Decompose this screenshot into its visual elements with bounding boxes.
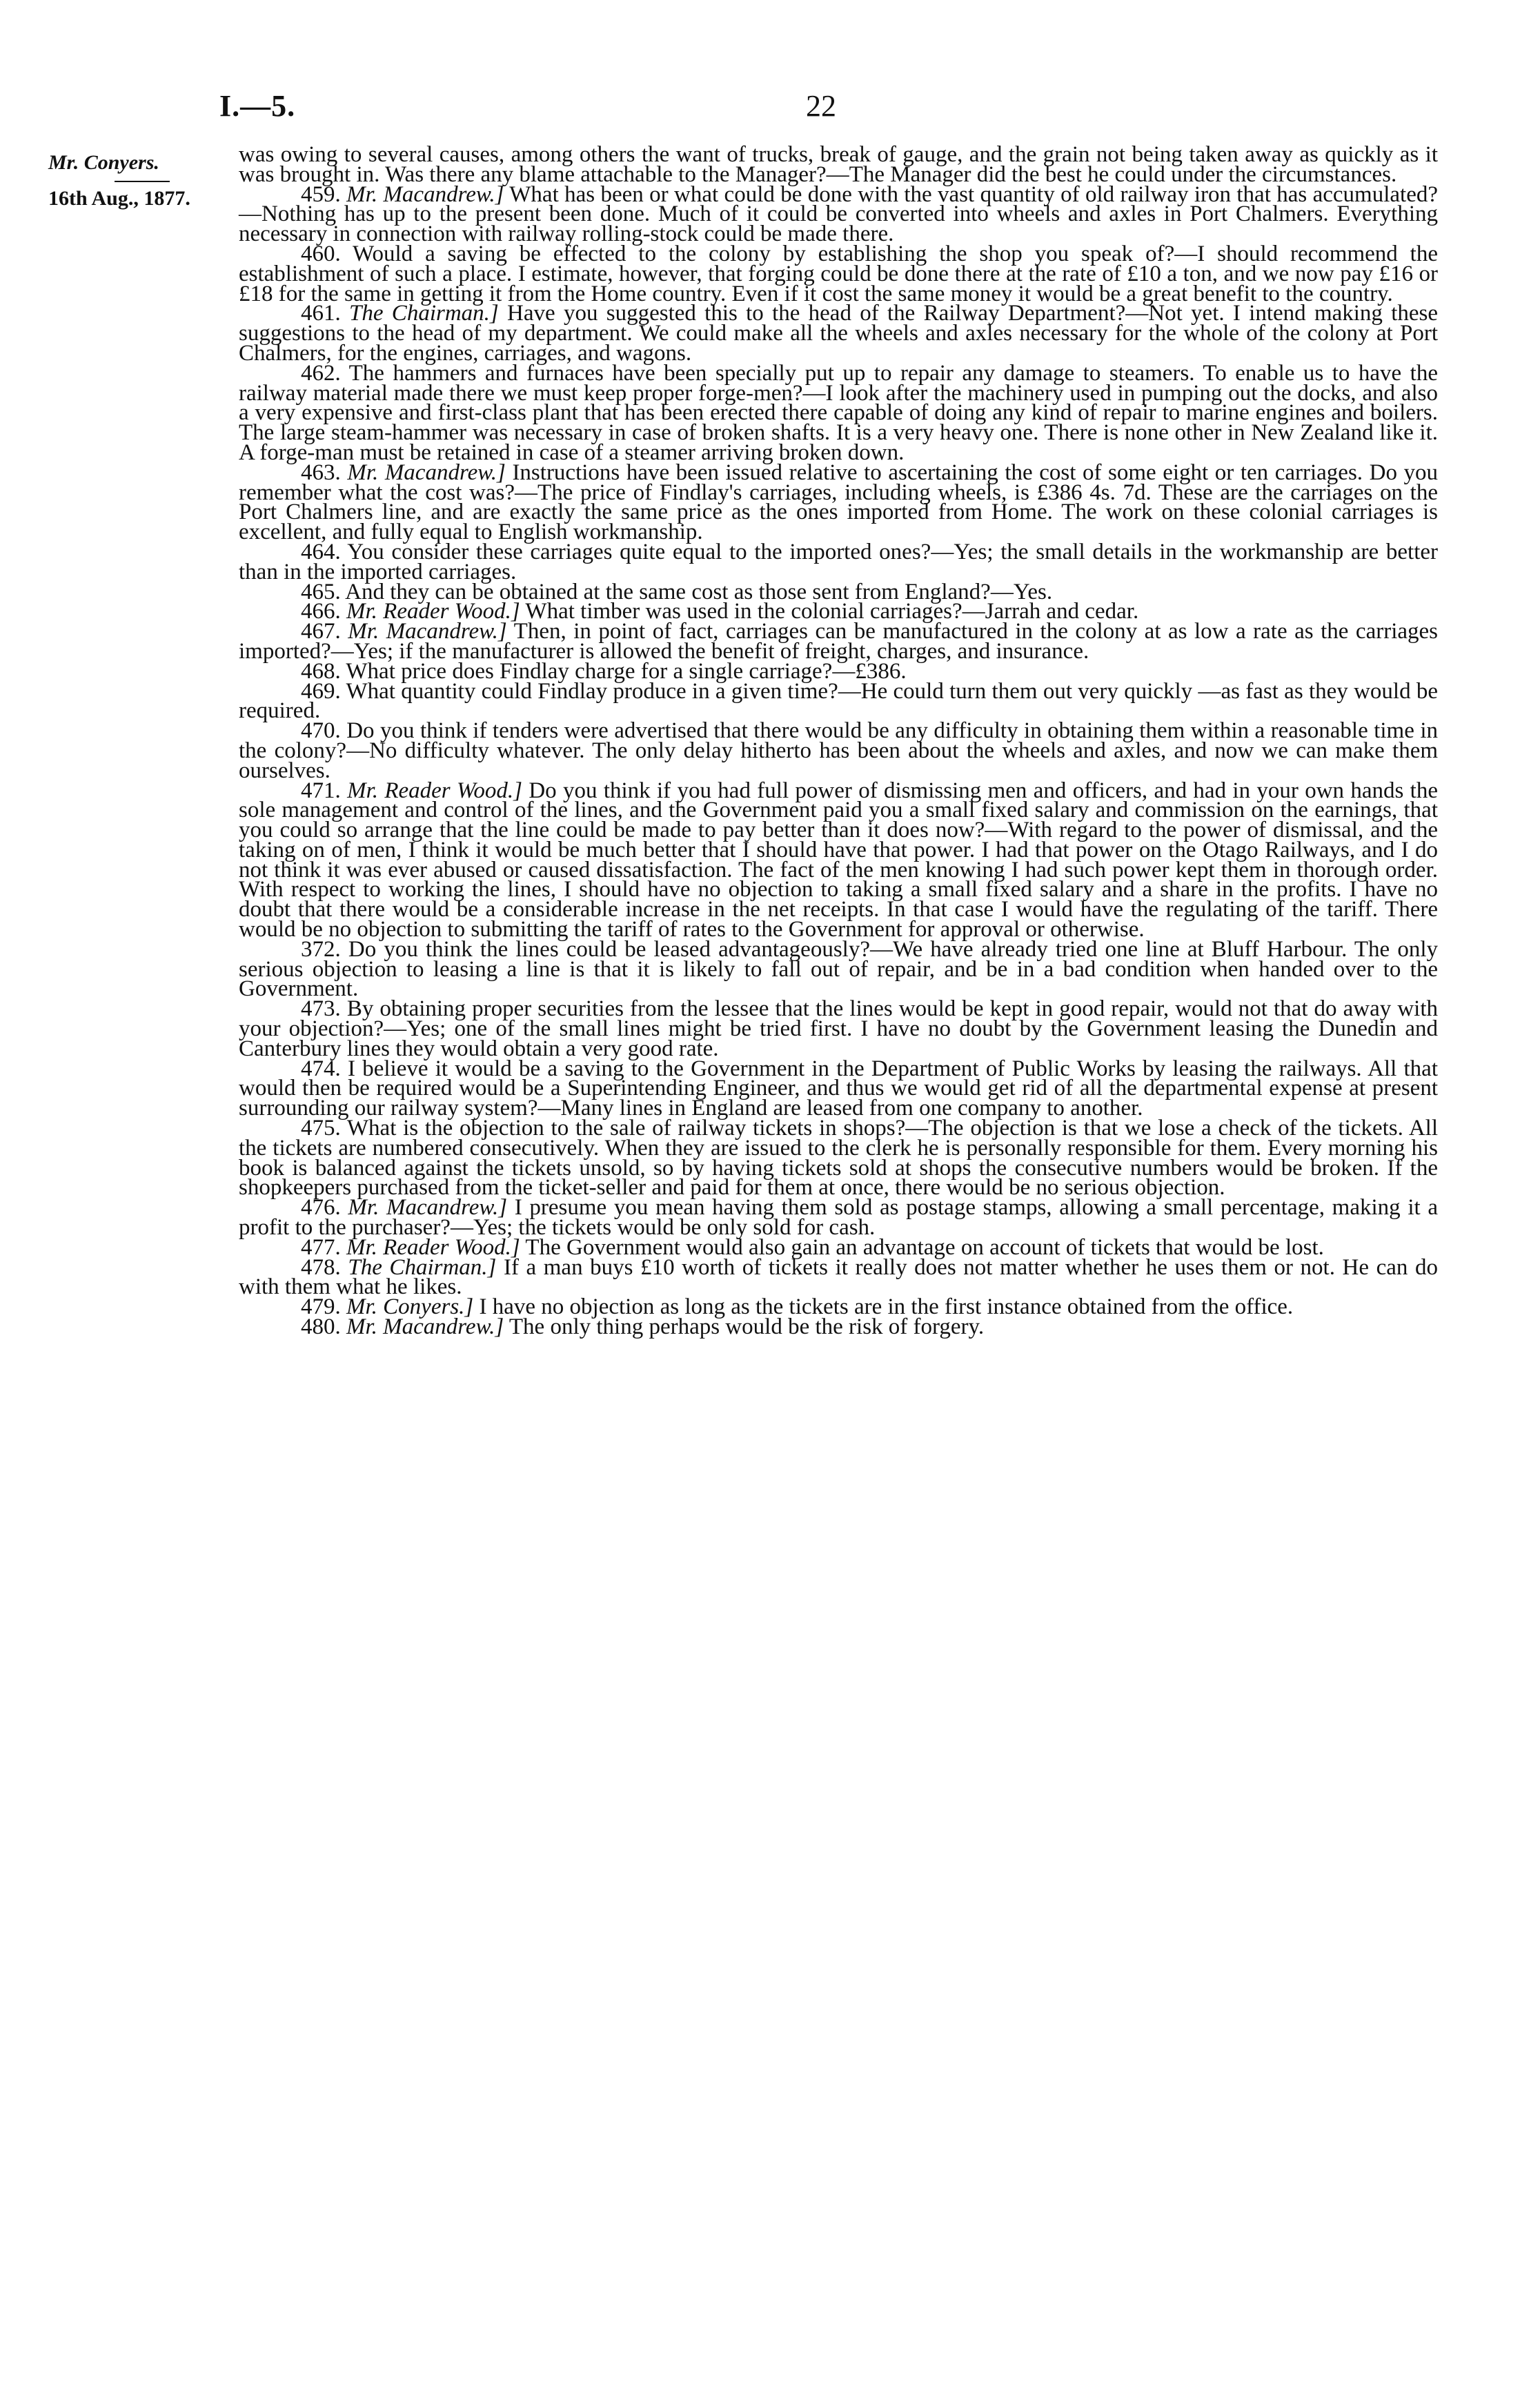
question-text: What price does Findlay charge for a single carriage? — [340, 658, 833, 684]
answer-text: —The objection is that we lose a check of the tickets. All the tickets are numbered consecutively. When they are issued to the clerk he is personally responsible for them. Every morning his book is balanced against the tickets unsold, so by having tickets sold at shops the consecutive numbers would be broken. If the shopkeepers purchased from the ticket-seller and paid for them at once, there would be no serious objection. — [239, 1116, 1438, 1201]
answer-text: —Yes; the tickets would be only sold for cash. — [450, 1215, 876, 1241]
question-number: 464. — [301, 539, 341, 564]
question-text: What is the objection to the sale of railway tickets in shops? — [340, 1116, 906, 1141]
answer-text: —Yes; if the manufacturer is allowed the benefit of freight, charges, and insurance. — [330, 638, 1089, 664]
paragraph-459 — [239, 181, 1438, 247]
answer-text: —He could turn them out very quickly —as fast as they would be required. — [239, 678, 1439, 724]
answer-text: —I should recommend the establishment of such a place. I estimate, however, that forging could be done there at the rate of £10 a ton, and we now pay £16 or £18 for the same in getting it from the Home country. Even if it cost the same money it would be a great benefit to the country. — [239, 241, 1438, 306]
question-text: I presume you mean having them sold as postage stamps, allowing a small percentage, making it a profit to the purchaser? — [239, 1195, 1438, 1241]
paragraph-471 — [239, 778, 1439, 943]
question-text: Do you think if tenders were advertised that there would be any difficulty in obtaining them within a reasonable time in the colony? — [239, 718, 1438, 763]
question-number: 474. — [301, 1056, 341, 1081]
question-number: 473. — [301, 996, 341, 1022]
question-number: 476. — [301, 1195, 341, 1221]
question-text: The hammers and furnaces have been specially put up to repair any damage to steamers. To enable us to have the railway material made there we must keep proper forge-men? — [239, 360, 1438, 406]
paragraph-467 — [239, 619, 1438, 664]
answer-text: —Nothing has up to the present been done. Much of it could be converted into wheels and axles in Port Chalmers. Everything necessary in connection with railway rolling-stock could be made there. — [239, 201, 1438, 247]
question-text: What has been or what could be done with the vast quantity of old railway iron that has accumulated? — [504, 181, 1438, 207]
question-text: Have you suggested this to the head of the Railway Department? — [498, 301, 1126, 326]
paragraph-463 — [239, 460, 1439, 545]
answer-text: —No difficulty whatever. The only delay hitherto has been about the wheels and axles, and now we can make them ourselves. — [239, 738, 1439, 783]
question-number: 470. — [301, 718, 341, 744]
question-text: The only thing perhaps would be the risk of forgery. — [504, 1314, 985, 1340]
question-text: And they can be obtained at the same cost as those sent from England? — [340, 579, 991, 604]
speaker: Mr. Reader Wood.] — [347, 778, 523, 803]
answer-text: —The Manager did the best he could under the circumstances. — [826, 161, 1397, 187]
answer-text: —The price of Findlay's carriages, including wheels, is £386 4s. 7d. These are the carriages on the Port Chalmers line, and are exactly the same price as the ones imported from Home. The work on these colonial carriages is excellent, and fully equal to English workmanship. — [239, 480, 1438, 545]
paragraph-469 — [239, 678, 1439, 724]
paragraph-474 — [239, 1056, 1438, 1121]
paragraph-480 — [239, 1314, 1438, 1340]
answer-text: —Jarrah and cedar. — [962, 599, 1139, 624]
question-text: What quantity could Findlay produce in a given time? — [340, 678, 838, 704]
answer-text: —£386. — [832, 658, 907, 684]
question-text: You consider these carriages quite equal to the imported ones? — [340, 539, 931, 564]
question-text: Do you think the lines could be leased advantageously? — [340, 936, 870, 962]
answer-text: —Yes; one of the small lines might be tried first. I have no doubt by the Government leasing the Dunedin and Canterbury lines they would obtain a very good rate. — [239, 1016, 1439, 1061]
paragraph-460 — [239, 241, 1438, 306]
speaker: The Chairman.] — [349, 301, 499, 326]
question-text: The Government would also gain an advantage on account of tickets that would be lost. — [520, 1234, 1324, 1260]
page-number: 22 — [806, 89, 836, 123]
question-number: 372. — [301, 936, 341, 962]
paragraph-464 — [239, 539, 1439, 584]
marginal-divider — [115, 181, 170, 182]
speaker: Mr. Conyers.] — [346, 1294, 474, 1320]
paragraph-461 — [239, 301, 1439, 366]
speaker: Mr. Macandrew.] — [348, 1195, 508, 1221]
answer-text: —Not yet. I intend making these suggestions to the head of my department. We could make all the wheels and axles necessary for the whole of the colony at Port Chalmers, for the engines, carriages, and wagons. — [239, 301, 1439, 366]
answer-text: —I look after the machinery used in pumping out the docks, and also a very expensive and first-class plant that has been erected there capable of doing any kind of repair to marine engines and boilers. The large steam-hammer was necessary in case of broken shafts. It is a very heavy one. There is none other in New Zealand like it. A forge-man must be retained in case of a steamer arriving broken down. — [239, 380, 1438, 465]
question-text: Do you think if you had full power of dismissing men and officers, and had in your own hands the sole management and control of the lines, and the Government paid you a small fixed salary and commission on the earnings, that you could so arrange that the line could be made to pay better than it does now? — [239, 778, 1438, 843]
question-number: 466. — [301, 599, 341, 624]
question-number: 469. — [301, 678, 341, 704]
paragraph-478 — [239, 1254, 1438, 1300]
question-number: 459. — [301, 181, 341, 207]
paragraph-476 — [239, 1195, 1438, 1241]
question-text: I have no objection as long as the tickets are in the first instance obtained from the office. — [473, 1294, 1294, 1320]
speaker: Mr. Macandrew.] — [348, 619, 507, 644]
question-number: 478. — [301, 1254, 341, 1280]
document-reference: I.—5. — [219, 89, 296, 123]
question-number: 475. — [301, 1116, 341, 1141]
marginal-date: 16th Aug., 1877. — [48, 187, 190, 210]
question-text: I believe it would be a saving to the Government in the Department of Public Works by leasing the railways. All that would then be required would be a Superintending Engineer, and thus we would get rid of all the departmental expense at present surrounding our railway system? — [239, 1056, 1438, 1121]
paragraph-462 — [239, 360, 1438, 465]
speaker: Mr. Reader Wood.] — [346, 1234, 520, 1260]
paragraph-470 — [239, 718, 1439, 783]
marginal-note — [48, 150, 235, 211]
question-number: 460. — [301, 241, 341, 266]
question-text: What timber was used in the colonial carriages? — [520, 599, 962, 624]
speaker: Mr. Macandrew.] — [347, 460, 506, 485]
paragraph-continued — [239, 142, 1438, 187]
question-number: 479. — [301, 1294, 341, 1320]
speaker: Mr. Reader Wood.] — [346, 599, 520, 624]
answer-text: —With regard to the power of dismissal, and the taking on of men, I think it would be much better that I should have that power. I had that power on the Otago Railways, and I do not think it was ever abused or caused dissatisfaction. The fact of the men knowing I had such power kept them in thorough order. With respect to working the lines, I should have no objection to taking a small fixed salary and a share in the profits. I have no doubt that there would be a considerable increase in the net receipts. In that case I would have the regulating of the tariff. There would be no objection to submitting the tariff of rates to the Government for approval or otherwise. — [239, 818, 1439, 943]
question-number: 461. — [301, 301, 341, 326]
question-number: 465. — [301, 579, 341, 604]
question-number: 468. — [301, 658, 341, 684]
question-text: By obtaining proper securities from the lessee that the lines would be kept in good repair, would not that do away with your objection? — [239, 996, 1438, 1042]
paragraph-372 — [239, 936, 1438, 1002]
evidence-body — [239, 142, 1439, 1340]
question-text: If a man buys £10 worth of tickets it really does not matter whether he uses them or not. He can do with them what he likes. — [239, 1254, 1438, 1300]
answer-text: —Yes. — [990, 579, 1053, 604]
question-number: 462. — [301, 360, 341, 386]
question-text: was owing to several causes, among others the want of trucks, break of gauge, and the grain not being taken away as quickly as it was brought in. Was there any blame attachable to the Manager? — [239, 142, 1438, 187]
question-text: Instructions have been issued relative to ascertaining the cost of some eight or ten carriages. Do you remember what the cost was? — [239, 460, 1439, 505]
answer-text: —We have already tried one line at Bluff Harbour. The only serious objection to leasing a line is that it is likely to fall out of repair, and be in a bad condition when handed over to the Government. — [239, 936, 1438, 1002]
question-number: 463. — [301, 460, 341, 485]
speaker: The Chairman.] — [348, 1254, 497, 1280]
marginal-witness: Mr. Conyers. — [48, 151, 159, 174]
question-number: 477. — [301, 1234, 341, 1260]
paragraph-473 — [239, 996, 1439, 1061]
speaker: Mr. Macandrew.] — [346, 1314, 504, 1340]
speaker: Mr. Macandrew.] — [346, 181, 504, 207]
answer-text: —Many lines in England are leased from one company to another. — [537, 1096, 1143, 1121]
question-text: Would a saving be effected to the colony by establishing the shop you speak of? — [340, 241, 1175, 266]
paragraph-475 — [239, 1116, 1438, 1201]
question-number: 480. — [301, 1314, 341, 1340]
question-text: Then, in point of fact, carriages can be manufactured in the colony at as low a rate as the carriages imported? — [239, 619, 1438, 664]
answer-text: —Yes; the small details in the workmanship are better than in the imported carriages. — [239, 539, 1439, 584]
question-number: 471. — [301, 778, 341, 803]
question-number: 467. — [301, 619, 341, 644]
